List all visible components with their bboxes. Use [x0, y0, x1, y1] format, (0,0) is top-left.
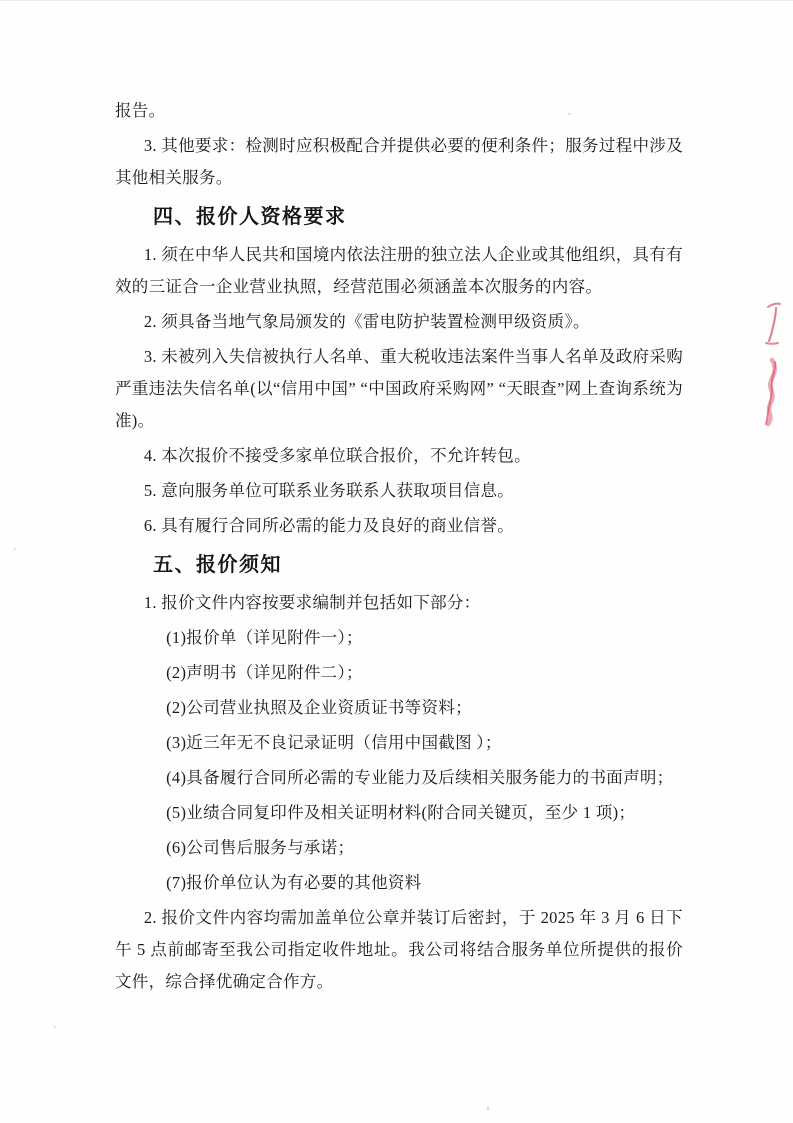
- notice-subitem-3: (2)公司营业执照及企业资质证书等资料；: [166, 698, 472, 717]
- scan-speck: [487, 1107, 489, 1110]
- notice-item-1: 1. 报价文件内容按要求编制并包括如下部分：: [143, 593, 481, 612]
- qualification-item-5: 5. 意向服务单位可联系业务联系人获取项目信息。: [143, 481, 515, 500]
- notice-subitem-1: (1)报价单（详见附件一）；: [166, 628, 363, 647]
- paragraph-other-requirements: 3. 其他要求：检测时应积极配合并提供必要的便利条件；服务过程中涉及其他相关服务。: [115, 136, 683, 187]
- handwritten-red-scribble: [768, 360, 775, 424]
- handwritten-red-stroke-foot: [766, 343, 778, 344]
- qualification-item-4: 4. 本次报价不接受多家单位联合报价，不允许转包。: [143, 446, 531, 465]
- document-body: [115, 95, 683, 1001]
- handwritten-red-stroke: [768, 304, 780, 307]
- notice-subitem-7: (6)公司售后服务与承诺；: [166, 838, 355, 857]
- scan-speck: [568, 113, 571, 115]
- notice-subitem-6: (5)业绩合同复印件及相关证明材料(附合同关键页，至少 1 项)；: [166, 803, 636, 822]
- section4-heading: 四、报价人资格要求: [153, 206, 347, 228]
- notice-subitem-8: (7)报价单位认为有必要的其他资料: [166, 873, 422, 892]
- scan-speck: [14, 548, 16, 550]
- handwritten-red-scribble-detail: [766, 362, 775, 424]
- qualification-item-6: 6. 具有履行合同所必需的能力及良好的商业信誉。: [143, 516, 515, 535]
- notice-subitem-5: (4)具备履行合同所必需的专业能力及后续相关服务能力的书面声明；: [166, 768, 674, 787]
- qualification-item-2: 2. 须具备当地气象局颁发的《雷电防护装置检测甲级资质》。: [143, 312, 590, 331]
- qualification-item-1: 1. 须在中华人民共和国境内依法注册的独立法人企业或其他组织，具有有效的三证合一企业营业执照，经营范围必须涵盖本次服务的内容。: [115, 245, 683, 296]
- notice-item-2: 2. 报价文件内容均需加盖单位公章并装订后密封，于 2025 年 3 月 6 日下午 5 点前邮寄至我公司指定收件地址。我公司将结合服务单位所提供的报价文件，综合择优确定合作方。: [115, 908, 683, 991]
- section5-heading: 五、报价须知: [153, 554, 282, 576]
- qualification-item-3: 3. 未被列入失信被执行人名单、重大税收违法案件当事人名单及政府采购严重违法失信名单(以“信用中国” “中国政府采购网” “天眼查”网上查询系统为准)。: [115, 347, 683, 430]
- notice-subitem-2: (2)声明书（详见附件二）；: [166, 663, 363, 682]
- handwritten-red-stroke-body: [769, 308, 776, 341]
- notice-subitem-4: (3)近三年无不良记录证明（信用中国截图 ）；: [166, 733, 502, 752]
- scan-speck: [54, 1026, 56, 1028]
- paragraph-report-continuation: 报告。: [115, 101, 166, 120]
